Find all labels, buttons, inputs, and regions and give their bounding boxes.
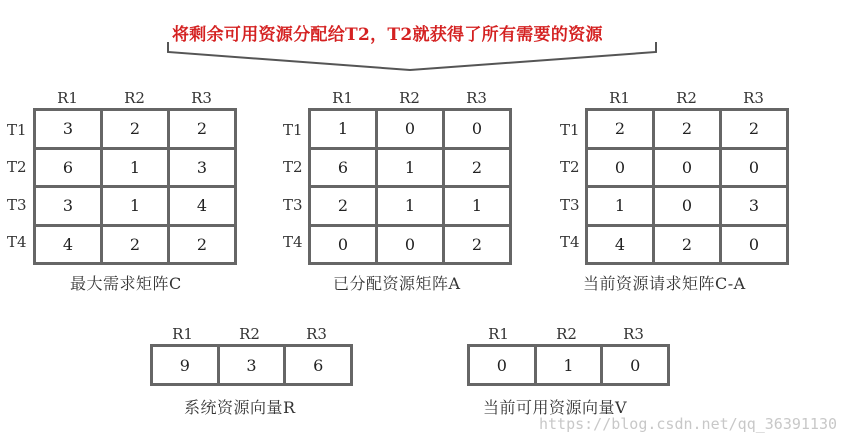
headline: 将剩余可用资源分配给T2，T2就获得了所有需要的资源: [172, 25, 603, 45]
matrix-cell: 0: [310, 225, 377, 264]
matrix-cell: 2: [444, 148, 511, 187]
col-header: R2: [556, 325, 577, 343]
col-header: R3: [306, 325, 327, 343]
vector-caption: 当前可用资源向量V: [483, 398, 628, 417]
matrix-caption: 当前资源请求矩阵C-A: [583, 274, 746, 293]
matrix-cell: 0: [654, 187, 721, 226]
col-header: R3: [743, 89, 764, 107]
matrix-cell: 0: [654, 148, 721, 187]
col-header: R1: [57, 89, 78, 107]
matrix-cell: 2: [444, 225, 511, 264]
col-header: R1: [172, 325, 193, 343]
col-header: R3: [623, 325, 644, 343]
matrix-grid: [308, 108, 512, 265]
matrix-cell: 1: [587, 187, 654, 226]
table-row: [587, 110, 788, 149]
matrix-caption: 最大需求矩阵C: [70, 274, 182, 293]
vector-cell: 1: [535, 346, 602, 385]
matrix-cell: 2: [102, 225, 169, 264]
vector-cell: 6: [285, 346, 352, 385]
col-header: R1: [332, 89, 353, 107]
col-header: R3: [466, 89, 487, 107]
row-header: T4: [7, 233, 27, 251]
row-header: T2: [560, 158, 580, 176]
table-row: [587, 187, 788, 226]
matrix-cell: 2: [654, 225, 721, 264]
table-row: [469, 346, 669, 385]
matrix-cell: 2: [310, 187, 377, 226]
table-row: [35, 110, 236, 149]
table-row: [35, 187, 236, 226]
matrix-cell: 1: [377, 187, 444, 226]
matrix-cell: 1: [444, 187, 511, 226]
matrix-cell: 4: [587, 225, 654, 264]
table-row: [152, 346, 352, 385]
col-header: R1: [488, 325, 509, 343]
matrix-cell: 1: [377, 148, 444, 187]
matrix-cell: 2: [169, 225, 236, 264]
matrix-cell: 2: [654, 110, 721, 149]
row-header: T1: [283, 121, 303, 139]
matrix-cell: 1: [102, 187, 169, 226]
row-header: T1: [7, 121, 27, 139]
row-header: T2: [283, 158, 303, 176]
col-header: R2: [124, 89, 145, 107]
vector-grid: [150, 344, 353, 386]
matrix-cell: 4: [35, 225, 102, 264]
matrix-cell: 3: [35, 187, 102, 226]
row-header: T4: [560, 233, 580, 251]
vector-grid: [467, 344, 670, 386]
matrix-cell: 3: [169, 148, 236, 187]
matrix-cell: 6: [310, 148, 377, 187]
matrix-cell: 6: [35, 148, 102, 187]
matrix-caption: 已分配资源矩阵A: [333, 274, 461, 293]
col-header: R3: [191, 89, 212, 107]
matrix-cell: 2: [102, 110, 169, 149]
table-row: [587, 148, 788, 187]
matrix-cell: 0: [444, 110, 511, 149]
matrix-cell: 2: [721, 110, 788, 149]
matrix-cell: 0: [377, 225, 444, 264]
matrix-cell: 3: [721, 187, 788, 226]
matrix-cell: 0: [587, 148, 654, 187]
col-header: R2: [399, 89, 420, 107]
row-header: T2: [7, 158, 27, 176]
table-row: [310, 110, 511, 149]
vector-cell: 0: [602, 346, 669, 385]
row-header: T1: [560, 121, 580, 139]
matrix-grid: [585, 108, 789, 265]
row-header: T3: [560, 196, 580, 214]
vector-cell: 3: [218, 346, 285, 385]
matrix-cell: 2: [169, 110, 236, 149]
matrix-cell: 1: [310, 110, 377, 149]
matrix-cell: 2: [587, 110, 654, 149]
vector-caption: 系统资源向量R: [184, 398, 296, 417]
vector-cell: 9: [152, 346, 219, 385]
table-row: [35, 225, 236, 264]
matrix-cell: 0: [377, 110, 444, 149]
table-row: [310, 225, 511, 264]
matrix-cell: 3: [35, 110, 102, 149]
row-header: T3: [7, 196, 27, 214]
table-row: [310, 187, 511, 226]
matrix-cell: 0: [721, 148, 788, 187]
matrix-cell: 4: [169, 187, 236, 226]
vector-cell: 0: [469, 346, 536, 385]
col-header: R1: [609, 89, 630, 107]
matrix-grid: [33, 108, 237, 265]
table-row: [587, 225, 788, 264]
matrix-cell: 1: [102, 148, 169, 187]
row-header: T3: [283, 196, 303, 214]
matrix-cell: 0: [721, 225, 788, 264]
row-header: T4: [283, 233, 303, 251]
watermark: https://blog.csdn.net/qq_36391130: [538, 415, 837, 433]
col-header: R2: [239, 325, 260, 343]
col-header: R2: [676, 89, 697, 107]
table-row: [310, 148, 511, 187]
table-row: [35, 148, 236, 187]
